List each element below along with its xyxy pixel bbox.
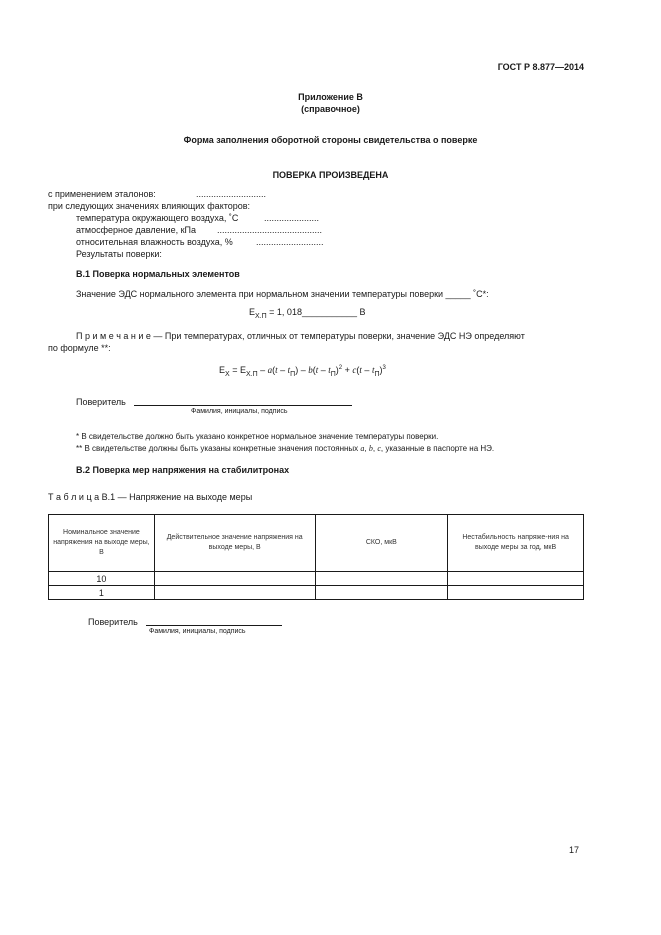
table-cell bbox=[315, 586, 448, 600]
table-caption-text: В.1 — Напряжение на выходе меры bbox=[99, 492, 253, 502]
note-line-1 bbox=[76, 331, 525, 341]
table-header-cell: Нестабильность напряже-ния на выходе меры за год, мкВ bbox=[448, 515, 584, 572]
standards-label: с применением эталонов: bbox=[48, 189, 156, 199]
table-header-cell: СКО, мкВ bbox=[315, 515, 448, 572]
table-header-cell: Действительное значение напряжения на выходе меры, В bbox=[154, 515, 315, 572]
verifier-signature-line-b1 bbox=[134, 405, 352, 406]
table-cell bbox=[154, 572, 315, 586]
emf-formula bbox=[249, 307, 366, 320]
verifier-caption-b2: Фамилия, инициалы, подпись bbox=[149, 628, 246, 635]
table-caption-label: Т а б л и ц а bbox=[48, 492, 100, 502]
pressure-label: атмосферное давление, кПа bbox=[76, 225, 197, 235]
section-b2-heading: В.2 Поверка мер напряжения на стабилитронах bbox=[76, 465, 290, 475]
table-cell bbox=[315, 572, 448, 586]
verification-heading: ПОВЕРКА ПРОИЗВЕДЕНА bbox=[272, 170, 389, 180]
table-cell: 1 bbox=[49, 586, 155, 600]
note-line-2: по формуле **: bbox=[48, 343, 111, 353]
section-b1-heading: В.1 Поверка нормальных элементов bbox=[76, 269, 240, 279]
humidity-dots: ........................... bbox=[256, 237, 324, 247]
verifier-caption-b1: Фамилия, инициалы, подпись bbox=[191, 408, 288, 415]
table-cell bbox=[448, 586, 584, 600]
table-cell bbox=[154, 586, 315, 600]
humidity-label: относительная влажность воздуха, % bbox=[76, 237, 233, 247]
footnote-2: ** В свидетельстве должны быть указаны конкретные значения постоянных a, b, c, указанные в паспорте на НЭ. bbox=[76, 444, 495, 453]
conditions-label: при следующих значениях влияющих факторов: bbox=[48, 201, 251, 211]
verifier-label-b1: Поверитель bbox=[76, 397, 126, 407]
temperature-label: температура окружающего воздуха, ˚С bbox=[76, 213, 239, 223]
emf-formula-lhs: E bbox=[249, 307, 256, 317]
verifier-label-b2: Поверитель bbox=[88, 617, 138, 627]
table-header-row bbox=[49, 515, 584, 572]
table-row bbox=[49, 586, 584, 600]
standards-dots: ............................ bbox=[196, 189, 267, 199]
verifier-signature-line-b2 bbox=[146, 625, 282, 626]
emf-temperature-formula: $E_X = E_{Х.П} - a(t - t_П) - b(t - t_П)^2 + c(t - t_П)^3$ bbox=[219, 365, 386, 378]
results-label: Результаты поверки: bbox=[76, 249, 162, 259]
emf-formula-rhs: = 1, 018___________ В bbox=[266, 307, 366, 317]
page-number: 17 bbox=[569, 845, 580, 855]
table-cell bbox=[448, 572, 584, 586]
temperature-dots: ...................... bbox=[264, 213, 320, 223]
emf-formula-sub: Х.П bbox=[255, 312, 267, 320]
form-title: Форма заполнения оборотной стороны свидетельства о поверке bbox=[183, 135, 478, 145]
footnote-1: * В свидетельстве должно быть указано конкретное нормальное значение температуры поверки. bbox=[76, 432, 439, 441]
note-label: П р и м е ч а н и е bbox=[76, 331, 151, 341]
pressure-dots: .......................................... bbox=[217, 225, 323, 235]
appendix-subtitle: (справочное) bbox=[301, 104, 360, 114]
table-cell: 10 bbox=[49, 572, 155, 586]
table-row bbox=[49, 572, 584, 586]
emf-text: Значение ЭДС нормального элемента при нормальном значении температуры поверки _____ ˚С*: bbox=[76, 289, 489, 299]
note-text-1: — При температурах, отличных от температуры поверки, значение ЭДС НЭ определяют bbox=[150, 331, 525, 341]
table-caption bbox=[48, 492, 252, 502]
appendix-title: Приложение В bbox=[298, 92, 363, 102]
document-standard-number: ГОСТ Р 8.877—2014 bbox=[497, 62, 584, 72]
voltage-table bbox=[48, 514, 584, 600]
table-header-cell: Номинальное значение напряжения на выходе меры, В bbox=[49, 515, 155, 572]
